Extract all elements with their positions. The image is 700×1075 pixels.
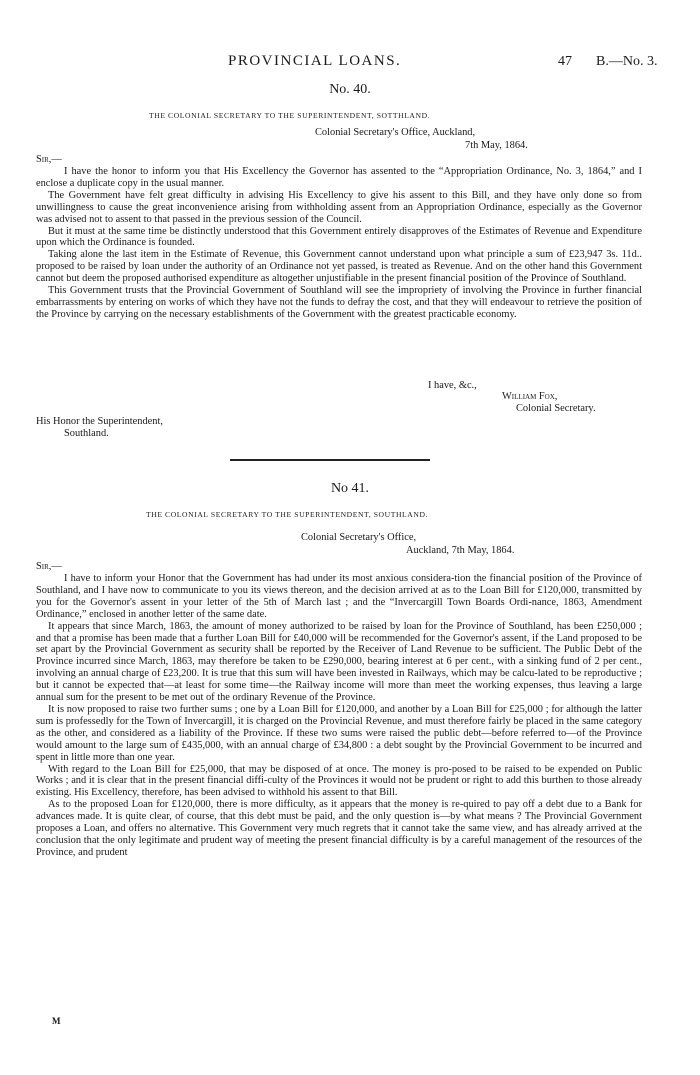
letter-41-paragraph: I have to inform your Honor that the Government has had under its most anxious considera-tion the financial position of the Province of Southland, and I have now to communicate to you its views thereon, and the decision arrived at as to the Loan Bill for £120,000, transmitted by you for the Governor's assent in your letter of the 5th of March last ; and the “Invercargill Town Boards Ordi-nance, 1863, Amendment Ordinance,” enclosed in another letter of the same date. — [36, 573, 642, 620]
letter-40-paragraph: This Government trusts that the Provincial Government of Southland will see the impropriety of involving the Province in further financial embarrassments by entering on works of which they have not the funds to defray the cost, and that they will endeavour to retrieve the position of the Province by carrying on the necessary establishments of the Government with the greatest practicable economy. — [36, 285, 642, 320]
page-number: 47 — [558, 54, 572, 69]
letter-40-office: Colonial Secretary's Office, Auckland, — [315, 127, 476, 138]
letter-40-paragraph: The Government have felt great difficulty in advising His Excellency to give his assent to this Bill, and they have only done so from unwillingness to cause the great inconvenience arising from withholding assent from an Appropriation Ordinance, especially as the Governor was advised not to assent to that passed in the previous session of the Council. — [36, 189, 642, 225]
letter-40-paragraph: I have the honor to inform you that His Excellency the Governor has assented to the “Appropriation Ordinance, No. 3, 1864,” and I enclose a duplicate copy in the usual manner. — [36, 166, 642, 189]
letter-40-salutation: Sir,— — [36, 154, 62, 165]
letter-40-paragraph: Taking alone the last item in the Estimate of Revenue, this Government cannot understand upon what principle a sum of £23,947 3s. 11d.. proposed to be raised by loan under the authority of an Ordinance not yet passed, is treated as Revenue. And on the other hand this Government cannot but deem the proposed authorised expenditure as altogether unjustifiable in the present financial position of the Province of Southland. — [36, 249, 642, 285]
letter-40-number: No. 40. — [329, 82, 371, 97]
document-reference: B.—No. 3. — [596, 54, 658, 69]
letter-41-salutation: Sir,— — [36, 561, 62, 572]
letter-40-closing: I have, &c., — [428, 380, 477, 391]
letter-41-paragraph: It appears that since March, 1863, the amount of money authorized to be raised by loan for the Province of Southland, has been £250,000 ; and that a promise has been made that a further Loan Bill for £40,000 will be recommended for the Governor's assent, if the Land proposed to be set apart by the Provincial Government as security shall be reported by the Receiver of Land Revenue to be sufficient. The Public Debt of the Province incurred since March, 1863, may therefore be taken to be £290,000, bearing interest at 6 per cent., with a sinking fund of 2 per cent., involving an annual charge of £23,200. It is true that this sum will have been invested in Railways, which may be calcu-lated to be reproductive ; but it cannot be expected that—at least for some time—the Railway income will more than meet the working expenses, thus leaving a large annual sum for the present to be met out of the ordinary Revenue of the Province. — [36, 620, 642, 704]
letter-41-paragraph: It is now proposed to raise two further sums ; one by a Loan Bill for £120,000, and another by a Loan Bill for £25,000 ; for although the latter sum is professedly for the Town of Invercargill, it is charged on the Provincial Revenue, and must therefore fairly be placed in the same category as the other, and considered as a liability of the Province. If these two sums were raised the public debt—before referred to—of the Province would amount to the large sum of £435,000, with an annual charge of £34,800 : a debt sought by the Provincial Government to be incurred and spent in little more than one year. — [36, 703, 642, 763]
letter-40-date: 7th May, 1864. — [465, 140, 528, 151]
running-header-title: PROVINCIAL LOANS. — [228, 53, 402, 69]
letter-41-body — [36, 573, 642, 859]
letter-41-paragraph: As to the proposed Loan for £120,000, there is more difficulty, as it appears that the money is re-quired to pay off a debt due to a Bank for advances made. It is quite clear, of course, that this debt must be paid, and the only question is—by what means ? The Provincial Government proposes a Loan, and offers no alternative. This Government very much regrets that it cannot take the same view, and has already arrived at the conclusion that the only legitimate and prudent way of meeting the present financial difficulty is by a careful management of the resources of the Province, and prudent — [36, 799, 642, 858]
letter-41-number: No 41. — [330, 481, 370, 496]
letter-40-heading: THE COLONIAL SECRETARY TO THE SUPERINTENDENT, SOTTHLAND. — [149, 111, 431, 120]
letter-40-paragraph: But it must at the same time be distinctly understood that this Government entirely disapproves of the Estimates of Revenue and Expenditure upon which the Ordinance is founded. — [36, 225, 642, 249]
letter-40-signer-name: William Fox, — [502, 391, 558, 402]
letter-40-body — [36, 166, 642, 321]
letter-41-date: Auckland, 7th May, 1864. — [406, 545, 515, 556]
letter-41-office: Colonial Secretary's Office, — [301, 532, 417, 543]
signature-mark: M — [52, 1016, 61, 1026]
letter-41-heading: THE COLONIAL SECRETARY TO THE SUPERINTENDENT, SOUTHLAND. — [146, 510, 429, 519]
letter-40-signer-title: Colonial Secretary. — [516, 403, 596, 414]
letter-40-addressee-place: Southland. — [64, 428, 109, 439]
letter-40-addressee: His Honor the Superintendent, — [36, 416, 163, 427]
section-divider — [230, 459, 430, 461]
letter-41-paragraph: With regard to the Loan Bill for £25,000, that may be disposed of at once. The money is pro-posed to be raised to be expended on Public Works ; and it is clear that in the present financial diffi-culty of the Provinces it would not be prudent or right to add this burthen to those already existing. His Excellency, therefore, has been advised to withhold his assent to that Bill. — [36, 763, 642, 799]
